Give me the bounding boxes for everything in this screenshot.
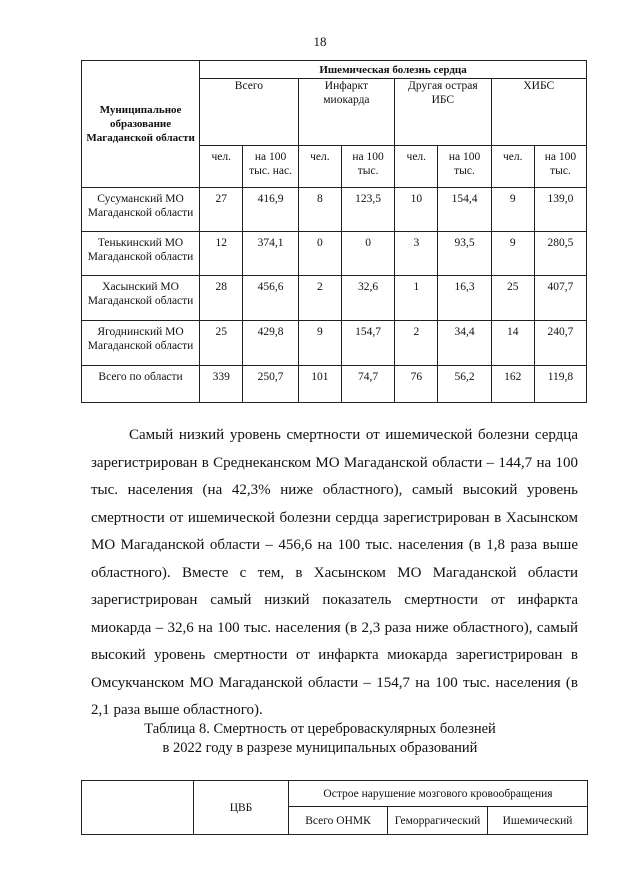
unit-header: на 100 тыс. — [438, 146, 491, 188]
table-cell: 101 — [298, 366, 341, 403]
table-cell: 0 — [342, 232, 395, 276]
table-cell: 3 — [395, 232, 438, 276]
row-municipality: Ягоднинский МО Магаданской области — [82, 321, 200, 366]
table-cell: 123,5 — [342, 188, 395, 232]
table-cell: 240,7 — [534, 321, 586, 366]
sub-header: Всего ОНМК — [289, 807, 388, 835]
table-cell: 8 — [298, 188, 341, 232]
table-cell: 27 — [200, 188, 243, 232]
table-cell: 339 — [200, 366, 243, 403]
table-row — [82, 232, 587, 276]
caption-line: Таблица 8. Смертность от цереброваскулярных болезней — [144, 721, 496, 737]
table-caption — [0, 720, 640, 758]
table-cell: 25 — [491, 276, 534, 321]
table-cell: 250,7 — [243, 366, 298, 403]
table-cell: 407,7 — [534, 276, 586, 321]
table-cell: 76 — [395, 366, 438, 403]
cvd-mortality-table — [81, 780, 588, 835]
table-cell: 162 — [491, 366, 534, 403]
category-header: ХИБС — [491, 79, 586, 146]
unit-header: чел. — [491, 146, 534, 188]
ihd-group-header: Ишемическая болезнь сердца — [200, 61, 587, 79]
sub-header: Геморрагический — [388, 807, 488, 835]
row-municipality: Сусуманский МО Магаданской области — [82, 188, 200, 232]
table-cell: 0 — [298, 232, 341, 276]
table-cell: 25 — [200, 321, 243, 366]
table-cell: 16,3 — [438, 276, 491, 321]
table-cell: 154,4 — [438, 188, 491, 232]
table-cell: 374,1 — [243, 232, 298, 276]
sub-header: Ишемический — [488, 807, 588, 835]
table-cell: 456,6 — [243, 276, 298, 321]
unit-header: на 100 тыс. — [342, 146, 395, 188]
cvb-header: ЦВБ — [194, 781, 289, 835]
table-cell: 429,8 — [243, 321, 298, 366]
category-header: Всего — [200, 79, 299, 146]
table-cell: 12 — [200, 232, 243, 276]
table-cell: 14 — [491, 321, 534, 366]
unit-header: чел. — [298, 146, 341, 188]
category-header: Другая острая ИБС — [395, 79, 491, 146]
table-row-total — [82, 366, 587, 403]
table-cell: 2 — [298, 276, 341, 321]
body-paragraph: Самый низкий уровень смертности от ишемической болезни сердца зарегистрирован в Среднеканском МО Магаданской области – 144,7 на 100 тыс. населения (на 42,3% ниже областного), самый высокий уровень смертности от ишемической болезни сердца зарегистрирован в Хасынском МО Магаданской области – 456,6 на 100 тыс. населения (в 1,8 раза выше областного). Вместе с тем, в Хасынском МО Магаданской области зарегистрирован самый низкий показатель смертности от инфаркта миокарда – 32,6 на 100 тыс. населения (в 2,3 раза ниже областного), самый высокий уровень смертности от инфаркта миокарда зарегистрирован в Омсукчанском МО Магаданской области – 154,7 на 100 тыс. населения (в 2,1 раза выше областного). — [91, 427, 578, 718]
category-header: Инфаркт миокарда — [298, 79, 394, 146]
table-cell: 2 — [395, 321, 438, 366]
table-cell: 9 — [491, 232, 534, 276]
table-cell: 9 — [491, 188, 534, 232]
table-cell: 280,5 — [534, 232, 586, 276]
table-cell: 154,7 — [342, 321, 395, 366]
table-cell: 416,9 — [243, 188, 298, 232]
municipality-header — [82, 781, 194, 835]
table-cell: 28 — [200, 276, 243, 321]
unit-header: чел. — [395, 146, 438, 188]
table-cell: 139,0 — [534, 188, 586, 232]
unit-header: на 100 тыс. нас. — [243, 146, 298, 188]
municipality-header: Муниципальное образование Магаданской области — [82, 61, 200, 188]
table-row — [82, 321, 587, 366]
table-cell: 74,7 — [342, 366, 395, 403]
table-row — [82, 188, 587, 232]
ihd-mortality-table — [81, 60, 587, 403]
table-cell: 1 — [395, 276, 438, 321]
table-cell: 10 — [395, 188, 438, 232]
table-cell: 119,8 — [534, 366, 586, 403]
table-cell: 93,5 — [438, 232, 491, 276]
table-cell: 9 — [298, 321, 341, 366]
acute-stroke-header: Острое нарушение мозгового кровообращения — [289, 781, 588, 807]
table-cell: 34,4 — [438, 321, 491, 366]
caption-line: в 2022 году в разрезе муниципальных образований — [162, 740, 478, 756]
table-cell: 56,2 — [438, 366, 491, 403]
row-municipality: Хасынский МО Магаданской области — [82, 276, 200, 321]
page-number: 18 — [313, 34, 327, 49]
row-municipality: Всего по области — [82, 366, 200, 403]
unit-header: чел. — [200, 146, 243, 188]
unit-header: на 100 тыс. — [534, 146, 586, 188]
table-cell: 32,6 — [342, 276, 395, 321]
table-row — [82, 276, 587, 321]
row-municipality: Тенькинский МО Магаданской области — [82, 232, 200, 276]
